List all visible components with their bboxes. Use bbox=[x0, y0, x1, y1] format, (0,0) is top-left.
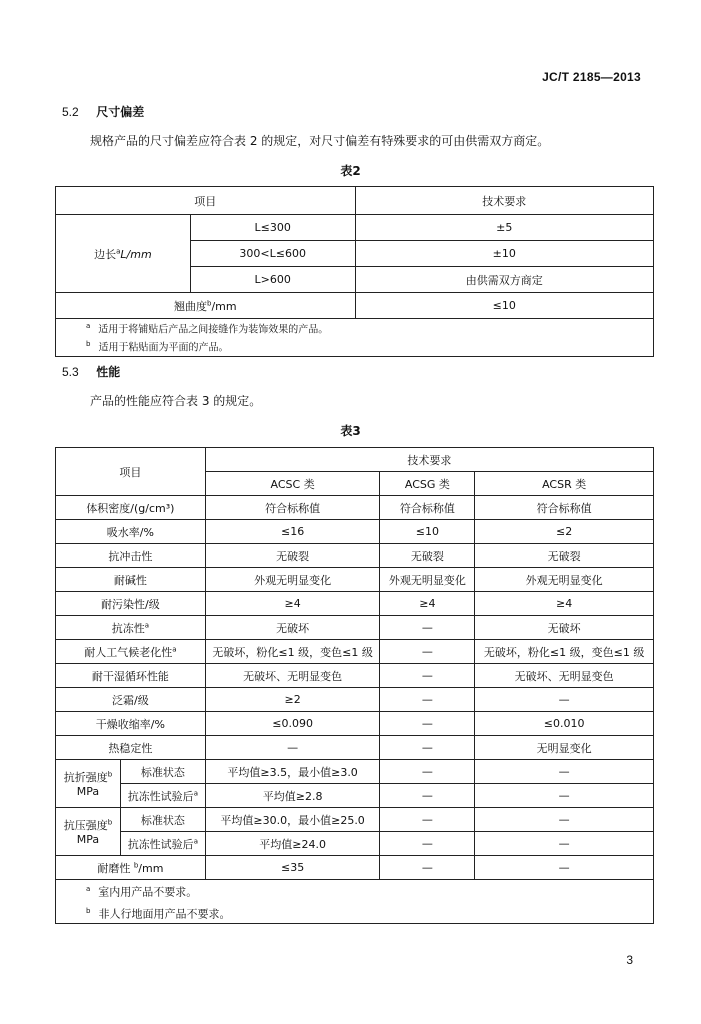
row-label: 体积密度/(g/cm³) bbox=[56, 496, 206, 520]
row-label: 吸水率/% bbox=[56, 520, 206, 544]
table-cell: 无破坏 bbox=[205, 616, 380, 640]
compressive-strength-label: 抗压强度$^b$ MPa bbox=[56, 808, 121, 856]
row-label: 耐碱性 bbox=[56, 568, 206, 592]
table-cell: — bbox=[380, 856, 475, 880]
row-label: 干燥收缩率/% bbox=[56, 712, 206, 736]
sub-label: 标准状态 bbox=[120, 760, 205, 784]
header-cell: ACSR 类 bbox=[475, 472, 654, 496]
row-label: 耐污染性/级 bbox=[56, 592, 206, 616]
table-cell: 外观无明显变化 bbox=[205, 568, 380, 592]
table-cell: L≤300 bbox=[190, 215, 355, 241]
table-cell: — bbox=[380, 712, 475, 736]
table-cell: — bbox=[380, 736, 475, 760]
row-label: 耐人工气候老化性$^a$ bbox=[56, 640, 206, 664]
page-number: 3 bbox=[626, 953, 633, 967]
table-notes bbox=[56, 319, 654, 357]
footnote: $^b$ 适用于粘贴面为平面的产品。 bbox=[86, 340, 229, 354]
table-cell: 无破坏，粉化≤1 级，变色≤1 级 bbox=[205, 640, 380, 664]
sub-label: 标准状态 bbox=[120, 808, 205, 832]
table-cell: L>600 bbox=[190, 267, 355, 293]
footnote: $^b$ 非人行地面用产品不要求。 bbox=[86, 906, 231, 921]
table-cell: 300<L≤600 bbox=[190, 241, 355, 267]
table-cell: ±10 bbox=[355, 241, 653, 267]
table-cell: 无破裂 bbox=[205, 544, 380, 568]
section-title: 尺寸偏差 bbox=[96, 105, 145, 119]
row-label: 泛霜/级 bbox=[56, 688, 206, 712]
table-cell: — bbox=[205, 736, 380, 760]
table-cell: 平均值≥24.0 bbox=[205, 832, 380, 856]
row-label: 抗冲击性 bbox=[56, 544, 206, 568]
table-cell: — bbox=[475, 856, 654, 880]
section-number: 5.3 bbox=[62, 365, 79, 379]
table-cell: ≤2 bbox=[475, 520, 654, 544]
table-cell: ≤16 bbox=[205, 520, 380, 544]
table-cell: ≤10 bbox=[355, 293, 653, 319]
table-notes bbox=[56, 880, 654, 924]
table-cell: — bbox=[475, 760, 654, 784]
table-cell: 无破坏，粉化≤1 级，变色≤1 级 bbox=[475, 640, 654, 664]
table-cell: 平均值≥3.5，最小值≥3.0 bbox=[205, 760, 380, 784]
standard-code: JC/T 2185—2013 bbox=[542, 70, 641, 84]
warp-cell: 翘曲度$^b$/mm bbox=[56, 293, 356, 319]
table-cell: — bbox=[380, 832, 475, 856]
table-caption: 表3 bbox=[340, 424, 361, 438]
section-heading bbox=[62, 103, 144, 120]
table-cell: 无明显变化 bbox=[475, 736, 654, 760]
table-cell: 符合标称值 bbox=[205, 496, 380, 520]
paragraph: 产品的性能应符合表 3 的规定。 bbox=[90, 394, 262, 408]
paragraph: 规格产品的尺寸偏差应符合表 2 的规定，对尺寸偏差有特殊要求的可由供需双方商定。 bbox=[90, 134, 550, 148]
header-cell: 技术要求 bbox=[355, 187, 653, 215]
table-cell: — bbox=[380, 688, 475, 712]
table-cell: 由供需双方商定 bbox=[355, 267, 653, 293]
table-cell: ≤10 bbox=[380, 520, 475, 544]
section-heading bbox=[62, 363, 120, 380]
edge-length-cell: 边长$^a$L/mm bbox=[56, 215, 191, 293]
table-cell: 外观无明显变化 bbox=[380, 568, 475, 592]
table-cell: 符合标称值 bbox=[380, 496, 475, 520]
row-label: 抗冻性$^a$ bbox=[56, 616, 206, 640]
table-cell: — bbox=[475, 688, 654, 712]
table-3 bbox=[55, 447, 654, 924]
table-cell: 无破裂 bbox=[475, 544, 654, 568]
section-number: 5.2 bbox=[62, 105, 79, 119]
sub-label: 抗冻性试验后$^a$ bbox=[120, 784, 205, 808]
table-cell: 平均值≥2.8 bbox=[205, 784, 380, 808]
table-cell: ≥4 bbox=[475, 592, 654, 616]
table-cell: ≥4 bbox=[380, 592, 475, 616]
header-cell: ACSC 类 bbox=[205, 472, 380, 496]
table-caption: 表2 bbox=[340, 164, 361, 178]
sub-label: 抗冻性试验后$^a$ bbox=[120, 832, 205, 856]
table-cell: — bbox=[380, 784, 475, 808]
header-cell: 项目 bbox=[56, 187, 356, 215]
table-cell: 外观无明显变化 bbox=[475, 568, 654, 592]
table-cell: ≤0.090 bbox=[205, 712, 380, 736]
table-cell: — bbox=[475, 808, 654, 832]
table-cell: — bbox=[380, 640, 475, 664]
table-cell: 无破坏、无明显变色 bbox=[475, 664, 654, 688]
table-cell: 无破坏、无明显变色 bbox=[205, 664, 380, 688]
table-cell: ≥2 bbox=[205, 688, 380, 712]
table-cell: 平均值≥30.0，最小值≥25.0 bbox=[205, 808, 380, 832]
table-cell: 无破裂 bbox=[380, 544, 475, 568]
table-cell: — bbox=[380, 616, 475, 640]
table-cell: ≤35 bbox=[205, 856, 380, 880]
table-cell: — bbox=[380, 760, 475, 784]
row-label: 耐干湿循环性能 bbox=[56, 664, 206, 688]
footnote: $^a$ 适用于将铺贴后产品之间接缝作为装饰效果的产品。 bbox=[86, 322, 329, 336]
table-2 bbox=[55, 186, 654, 357]
flexural-strength-label: 抗折强度$^b$ MPa bbox=[56, 760, 121, 808]
footnote: $^a$ 室内用产品不要求。 bbox=[86, 885, 198, 899]
header-cell: 项目 bbox=[56, 448, 206, 496]
header-cell: ACSG 类 bbox=[380, 472, 475, 496]
header-cell: 技术要求 bbox=[205, 448, 653, 472]
row-label: 热稳定性 bbox=[56, 736, 206, 760]
table-cell: — bbox=[475, 832, 654, 856]
table-cell: ≥4 bbox=[205, 592, 380, 616]
table-cell: 符合标称值 bbox=[475, 496, 654, 520]
table-cell: ±5 bbox=[355, 215, 653, 241]
table-cell: — bbox=[475, 784, 654, 808]
row-label: 耐磨性 $^b$/mm bbox=[56, 856, 206, 880]
section-title: 性能 bbox=[96, 365, 121, 379]
table-cell: — bbox=[380, 664, 475, 688]
table-cell: — bbox=[380, 808, 475, 832]
table-cell: ≤0.010 bbox=[475, 712, 654, 736]
table-cell: 无破坏 bbox=[475, 616, 654, 640]
